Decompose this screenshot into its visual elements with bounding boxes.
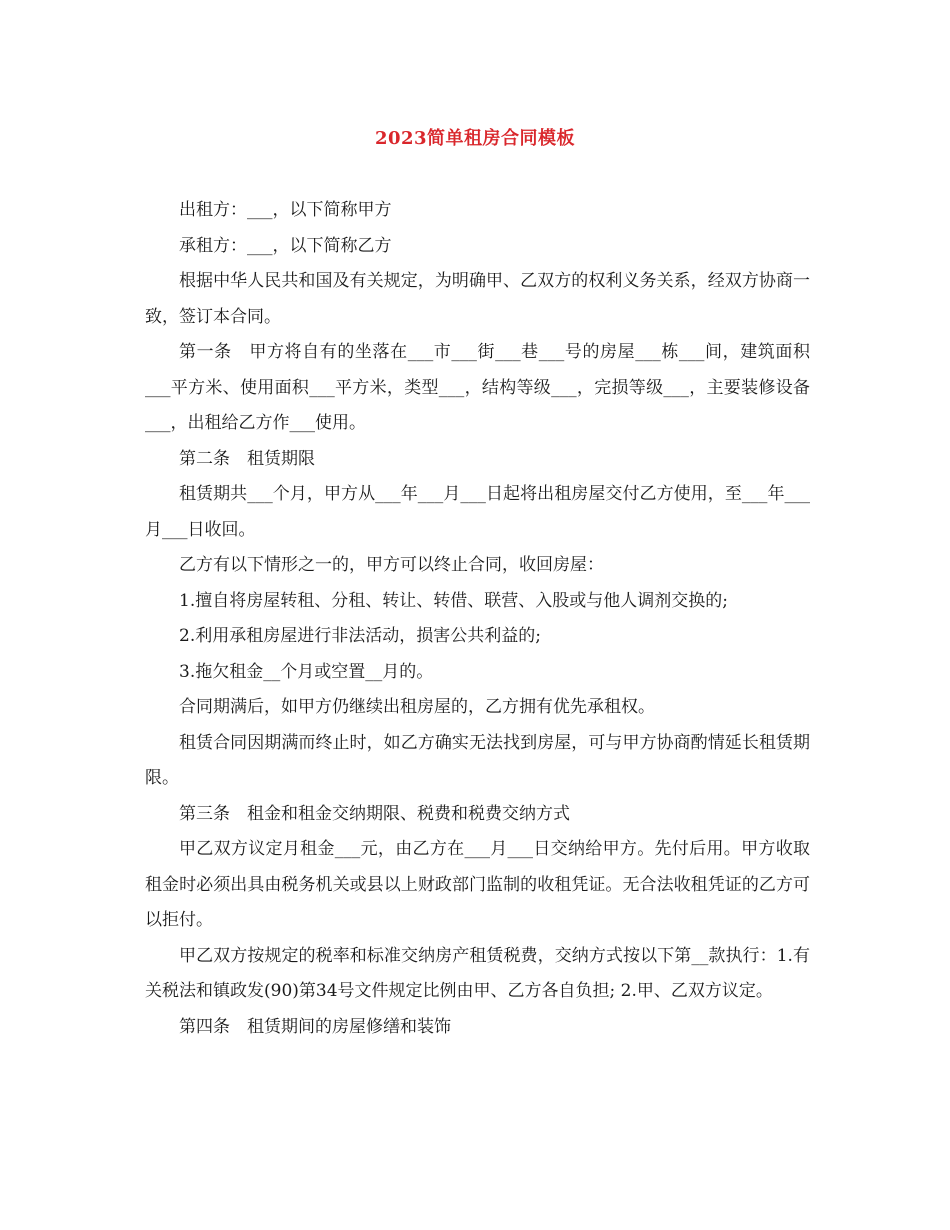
paragraph-lessee: 承租方：___，以下简称乙方 bbox=[179, 235, 392, 256]
document-body bbox=[145, 193, 810, 1045]
paragraph-preamble: 根据中华人民共和国及有关规定，为明确甲、乙双方的权利义务关系，经双方协商一致，签订本合同。 bbox=[145, 271, 810, 327]
list-item-termination-1: 1.擅自将房屋转租、分租、转让、转借、联营、入股或与他人调剂交换的; bbox=[179, 590, 728, 611]
heading-article-3: 第三条 租金和租金交纳期限、税费和税费交纳方式 bbox=[179, 803, 570, 824]
paragraph-lessor: 出租方：___，以下简称甲方 bbox=[179, 200, 392, 220]
paragraph-renewal-priority: 合同期满后，如甲方仍继续出租房屋的，乙方拥有优先承租权。 bbox=[179, 697, 655, 717]
paragraph-article-1: 第一条 甲方将自有的坐落在___市___街___巷___号的房屋___栋___间，建筑面积___平方米、使用面积___平方米，类型___，结构等级___，完损等级___，主要装修设备___，出租给乙方作___使用。 bbox=[145, 342, 810, 433]
list-item-termination-3: 3.拖欠租金__个月或空置__月的。 bbox=[179, 661, 434, 682]
heading-article-2: 第二条 租赁期限 bbox=[179, 448, 315, 469]
paragraph-lease-term: 租赁期共___个月，甲方从___年___月___日起将出租房屋交付乙方使用，至___年___月___日收回。 bbox=[145, 484, 810, 540]
heading-article-4: 第四条 租赁期间的房屋修缮和装饰 bbox=[179, 1016, 451, 1037]
paragraph-extension: 租赁合同因期满而终止时，如乙方确实无法找到房屋，可与甲方协商酌情延长租赁期限。 bbox=[145, 732, 810, 788]
paragraph-tax-payment: 甲乙双方按规定的税率和标准交纳房产租赁税费，交纳方式按以下第__款执行：1.有关税法和镇政发(90)第34号文件规定比例由甲、乙方各自负担; 2.甲、乙双方议定。 bbox=[145, 945, 810, 1001]
list-item-termination-2: 2.利用承租房屋进行非法活动，损害公共利益的; bbox=[179, 626, 541, 646]
paragraph-rent-payment: 甲乙双方议定月租金___元，由乙方在___月___日交纳给甲方。先付后用。甲方收取租金时必须出具由税务机关或县以上财政部门监制的收租凭证。无合法收租凭证的乙方可以拒付。 bbox=[145, 839, 810, 930]
paragraph-termination-intro: 乙方有以下情形之一的，甲方可以终止合同，收回房屋： bbox=[179, 555, 604, 575]
document-title: 2023简单租房合同模板 bbox=[374, 128, 576, 149]
